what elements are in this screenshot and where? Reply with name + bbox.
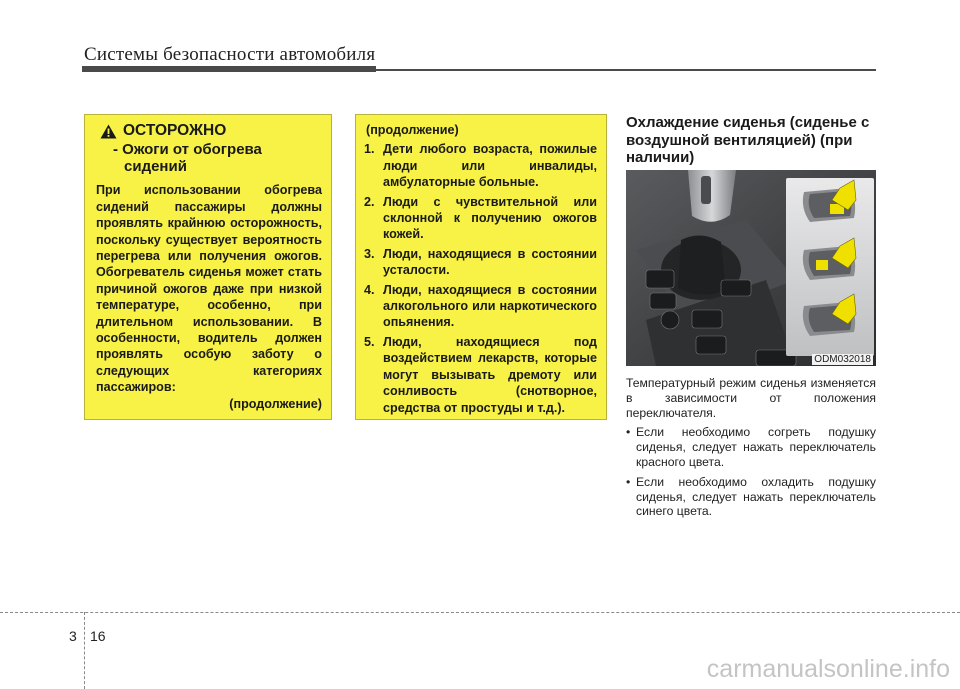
- bullet-text: Если необходимо согреть подушку сиденья, следует нажать переключатель красного цвета.: [636, 425, 876, 469]
- page-number: 16: [90, 628, 106, 644]
- warning-continued: (продолжение): [229, 396, 322, 411]
- list-item: [364, 246, 597, 279]
- page-header-title: Системы безопасности автомобиля: [84, 44, 376, 65]
- figure-code: ODM032018: [814, 354, 871, 365]
- bullet-dot: •: [626, 474, 631, 489]
- warning-triangle-icon: [100, 124, 117, 139]
- warning-title: ОСТОРОЖНО: [123, 122, 227, 139]
- list-item-text: Люди, находящиеся под воздействием лекарств, которые могут вызывать дремоту или сонливость (снотворное, средства от простуды и т.д.).: [383, 334, 597, 415]
- list-item-text: Дети любого возраста, пожилые люди или инвалиды, амбулаторные больные.: [383, 142, 597, 190]
- chapter-number: 3: [69, 628, 77, 644]
- list-item-text: Люди, находящиеся в состоянии алкогольного или наркотического опьянения.: [383, 282, 597, 330]
- list-item: [364, 141, 597, 190]
- bullet-dot: •: [626, 425, 631, 440]
- list-item: [364, 282, 597, 331]
- list-item-number: 3.: [364, 246, 375, 261]
- footer-rule: [0, 612, 960, 613]
- footer-divider: [84, 612, 85, 689]
- list-item-text: Люди, находящиеся в состоянии усталости.: [383, 246, 597, 278]
- section-body: [626, 376, 876, 519]
- list-item-number: 4.: [364, 282, 375, 297]
- list-item: [626, 425, 876, 469]
- warning-box: [84, 114, 332, 420]
- warning-subtitle: - Ожоги от обогрева сидений: [113, 141, 262, 176]
- list-item: [364, 194, 597, 243]
- continuation-box: [355, 114, 607, 420]
- seat-switch-photo: [626, 170, 876, 366]
- list-item: [626, 475, 876, 519]
- section-title: Охлаждение сиденья (сиденье с воздушной вентиляцией) (при наличии): [626, 114, 870, 166]
- header-rule-thick: [82, 66, 376, 72]
- list-item-number: 5.: [364, 334, 375, 349]
- continuation-heading: (продолжение): [366, 123, 459, 137]
- list-item-text: Люди с чувствительной или склонной к получению ожогов кожей.: [383, 194, 597, 242]
- gear-console-illustration: [626, 170, 876, 366]
- warning-body: При использовании обогрева сидений пассажиры должны проявлять крайнюю осторожность, поскольку существует вероятность перегрева или получения ожогов. Обогреватель сиденья может стать причиной ожогов даже при низкой температуре, особенно, при длительном использовании. В особенности, водитель должен проявлять особую заботу о следующих категориях пассажиров:: [96, 183, 322, 395]
- list-item-number: 1.: [364, 142, 375, 157]
- list-item-number: 2.: [364, 194, 375, 209]
- header-rule-thin: [376, 69, 876, 71]
- watermark: carmanualsonline.info: [706, 655, 950, 683]
- list-item: [364, 334, 597, 416]
- bullet-text: Если необходимо охладить подушку сиденья, следует нажать переключатель синего цвета.: [636, 474, 876, 519]
- section-intro: Температурный режим сиденья изменяется в зависимости от положения переключателя.: [626, 376, 876, 420]
